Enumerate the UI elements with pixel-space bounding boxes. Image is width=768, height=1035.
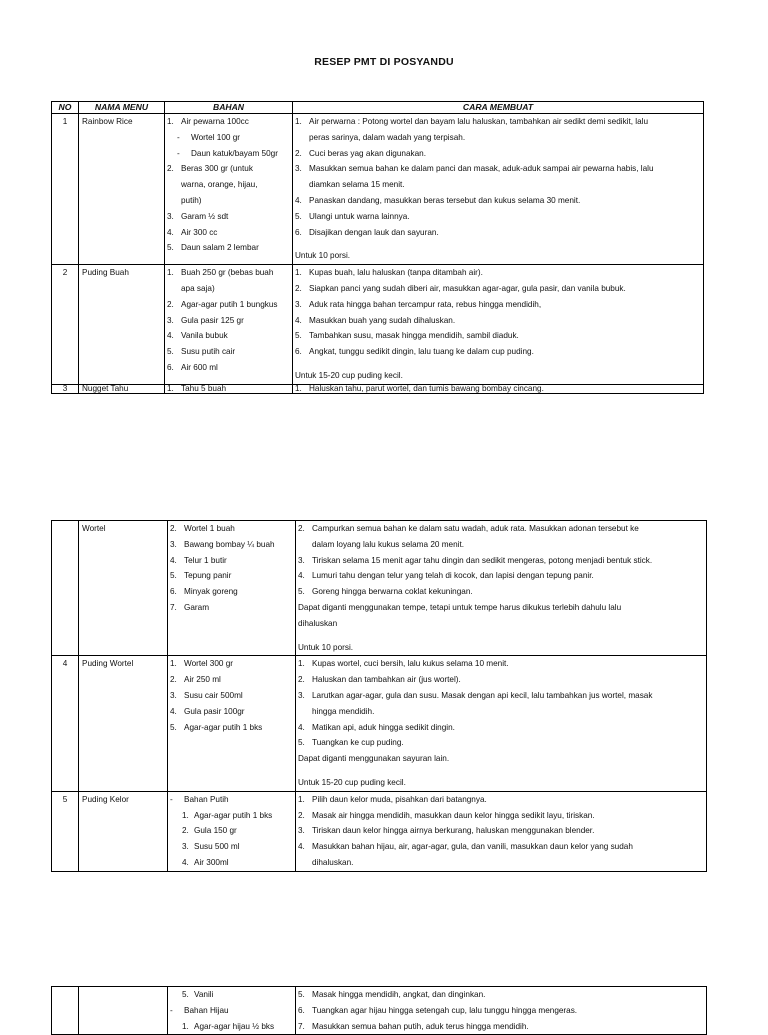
- ingredient-line: [168, 987, 295, 1003]
- header-menu: NAMA MENU: [79, 102, 165, 114]
- list-text: Beras 300 gr (untuk: [181, 164, 253, 174]
- list-marker: 1.: [182, 810, 189, 820]
- list-marker: 5.: [167, 243, 174, 253]
- steps-cell: [296, 656, 707, 791]
- list-text: Dapat diganti menggunakan sayuran lain.: [298, 754, 450, 764]
- step-line: [293, 177, 703, 193]
- step-line: [293, 146, 703, 162]
- portion-note: Untuk 10 porsi.: [295, 251, 351, 261]
- list-text: hingga mendidih.: [312, 706, 375, 716]
- header-bahan: BAHAN: [165, 102, 293, 114]
- list-marker: 3.: [167, 315, 174, 325]
- step-line: [296, 600, 706, 616]
- menu-name: Puding Buah: [79, 265, 165, 385]
- ingredient-line: [165, 360, 292, 376]
- row-number: 2: [52, 265, 79, 385]
- list-text: Agar-agar hijau ½ bks: [194, 1021, 275, 1031]
- list-marker: 2.: [295, 283, 302, 293]
- steps-cell: [293, 265, 704, 385]
- step-line: [296, 839, 706, 855]
- list-text: dihaluskan: [298, 618, 338, 628]
- step-line: [293, 385, 703, 393]
- list-text: Haluskan tahu, parut wortel, dan tumis bawang bombay cincang.: [309, 384, 544, 393]
- ingredient-line: [165, 281, 292, 297]
- list-text: Tambahkan susu, masak hingga mendidih, sambil diaduk.: [309, 331, 519, 341]
- list-marker: -: [177, 148, 180, 158]
- list-marker: 4.: [295, 315, 302, 325]
- list-text: Masukkan semua bahan putih, aduk terus hingga mendidih.: [312, 1021, 529, 1031]
- list-marker: 7.: [170, 602, 177, 612]
- list-marker: [165, 281, 181, 297]
- ingredient-line: [165, 313, 292, 329]
- step-line: [293, 114, 703, 130]
- ingredient-line: [168, 823, 295, 839]
- ingredients-cell: [165, 114, 293, 265]
- list-marker: 2.: [295, 148, 302, 158]
- list-marker: 5.: [298, 738, 305, 748]
- ingredients-cell: [165, 265, 293, 385]
- list-marker: 5.: [170, 571, 177, 581]
- table-row: [52, 114, 704, 265]
- list-marker: 5.: [167, 347, 174, 357]
- step-line: [293, 265, 703, 281]
- step-line: [296, 823, 706, 839]
- menu-name: Puding Kelor: [79, 791, 168, 871]
- list-marker: 4.: [167, 331, 174, 341]
- list-text: Telur 1 butir: [184, 555, 227, 565]
- list-marker: 3.: [170, 690, 177, 700]
- list-text: diamkan selama 15 menit.: [309, 180, 405, 190]
- ingredient-line: [165, 385, 292, 393]
- list-marker: 6.: [295, 227, 302, 237]
- list-marker: [293, 130, 309, 146]
- step-line: [293, 344, 703, 360]
- list-text: Tahu 5 buah: [181, 384, 227, 393]
- list-text: Air 300ml: [194, 857, 229, 867]
- list-text: Wortel 1 buah: [184, 524, 235, 533]
- list-text: Gula pasir 100gr: [184, 706, 245, 716]
- list-text: Tiriskan daun kelor hingga airnya berkurang, haluskan menggunakan blender.: [312, 826, 595, 836]
- step-line: [296, 537, 706, 553]
- ingredient-line: [165, 225, 292, 241]
- list-marker: 4.: [170, 555, 177, 565]
- list-text: Air perwarna : Potong wortel dan bayam lalu haluskan, tambahkan air sedikt demi sedikit, lalu: [309, 117, 649, 126]
- list-text: Matikan api, aduk hingga sedikit dingin.: [312, 722, 455, 732]
- step-line: [296, 616, 706, 632]
- ingredient-line: [165, 328, 292, 344]
- ingredient-line: [168, 600, 295, 616]
- list-text: Haluskan dan tambahkan air (jus wortel).: [312, 675, 461, 685]
- list-text: Siapkan panci yang sudah diberi air, masukkan agar-agar, gula pasir, dan vanila bubuk.: [309, 283, 626, 293]
- list-marker: 1.: [298, 794, 305, 804]
- list-text: Pilih daun kelor muda, pisahkan dari batangnya.: [312, 794, 487, 804]
- list-text: Masukkan bahan hijau, air, agar-agar, gula, dan vanili, masukkan daun kelor yang sudah: [312, 842, 633, 852]
- steps-cell: [296, 987, 707, 1035]
- ingredient-line: [168, 704, 295, 720]
- list-text: Air 600 ml: [181, 362, 218, 372]
- ingredient-line: [165, 146, 292, 162]
- step-line: [296, 656, 706, 672]
- step-line: [293, 225, 703, 241]
- steps-cell: [296, 791, 707, 871]
- list-marker: 2.: [170, 524, 177, 533]
- list-text: Agar-agar putih 1 bks: [194, 810, 273, 820]
- table-row: [52, 656, 707, 791]
- list-marker: [296, 704, 312, 720]
- menu-name: Wortel: [79, 521, 168, 656]
- ingredient-line: [168, 855, 295, 871]
- step-line: [293, 130, 703, 146]
- portion-note: Untuk 15-20 cup puding kecil.: [298, 777, 406, 787]
- list-marker: -: [170, 794, 173, 804]
- list-text: Vanili: [194, 990, 214, 999]
- ingredient-line: [165, 265, 292, 281]
- ingredient-line: [168, 688, 295, 704]
- step-line: [296, 855, 706, 871]
- list-text: warna, orange, hijau,: [181, 180, 258, 190]
- list-text: dihaluskan.: [312, 857, 354, 867]
- list-text: Cuci beras yag akan digunakan.: [309, 148, 426, 158]
- list-marker: 2.: [182, 826, 189, 836]
- list-marker: 5.: [298, 587, 305, 597]
- list-marker: 1.: [295, 117, 302, 126]
- list-text: Daun katuk/bayam 50gr: [191, 148, 278, 158]
- ingredient-line: [165, 177, 292, 193]
- list-text: Bahan Putih: [184, 794, 229, 804]
- list-marker: 1.: [295, 383, 302, 393]
- list-text: Air pewarna 100cc: [181, 117, 249, 126]
- list-marker: 4.: [170, 706, 177, 716]
- step-line: [293, 297, 703, 313]
- step-line: [296, 521, 706, 537]
- step-line: [293, 281, 703, 297]
- list-text: Buah 250 gr (bebas buah: [181, 268, 274, 278]
- list-marker: 2.: [298, 675, 305, 685]
- list-text: apa saja): [181, 283, 215, 293]
- list-text: Gula pasir 125 gr: [181, 315, 244, 325]
- table-header-row: [52, 102, 704, 114]
- list-marker: 5.: [298, 990, 305, 999]
- list-marker: 6.: [170, 587, 177, 597]
- header-no: NO: [52, 102, 79, 114]
- row-number: 4: [52, 656, 79, 791]
- list-text: Masukkan buah yang sudah dihaluskan.: [309, 315, 456, 325]
- list-text: Air 250 ml: [184, 675, 221, 685]
- step-line: [296, 568, 706, 584]
- list-marker: 4.: [298, 722, 305, 732]
- list-text: Aduk rata hingga bahan tercampur rata, rebus hingga mendidih,: [309, 299, 542, 309]
- step-line: [296, 987, 706, 1003]
- list-marker: 5.: [295, 211, 302, 221]
- ingredient-line: [168, 792, 295, 808]
- step-line: [296, 672, 706, 688]
- table-row: [52, 265, 704, 385]
- list-text: Susu 500 ml: [194, 842, 240, 852]
- ingredient-line: [168, 1019, 295, 1035]
- ingredient-line: [168, 521, 295, 537]
- list-marker: 3.: [298, 826, 305, 836]
- list-marker: 1.: [167, 268, 174, 278]
- ingredient-line: [165, 130, 292, 146]
- ingredient-line: [168, 656, 295, 672]
- ingredient-line: [168, 839, 295, 855]
- ingredients-cell: [168, 791, 296, 871]
- list-marker: 2.: [298, 810, 305, 820]
- list-text: Minyak goreng: [184, 587, 238, 597]
- list-marker: 3.: [298, 690, 305, 700]
- step-line: [296, 1019, 706, 1035]
- list-marker: 4.: [298, 842, 305, 852]
- step-line: [296, 792, 706, 808]
- list-text: Kupas wortel, cuci bersih, lalu kukus selama 10 menit.: [312, 659, 509, 669]
- list-text: Masak air hingga mendidih, masukkan daun kelor hingga sedikit layu, tiriskan.: [312, 810, 595, 820]
- list-marker: [165, 193, 181, 209]
- list-marker: 4.: [182, 857, 189, 867]
- list-marker: 3.: [295, 164, 302, 174]
- list-marker: 6.: [298, 1005, 305, 1015]
- ingredient-line: [168, 672, 295, 688]
- ingredient-line: [165, 240, 292, 256]
- row-number: 3: [52, 384, 79, 393]
- list-text: Masukkan semua bahan ke dalam panci dan masak, aduk-aduk sampai air pewarna habis, lalu: [309, 164, 654, 174]
- steps-cell: [296, 521, 707, 656]
- list-text: Gula 150 gr: [194, 826, 237, 836]
- list-text: Garam: [184, 602, 210, 612]
- list-text: Bahan Hijau: [184, 1005, 229, 1015]
- list-marker: [165, 177, 181, 193]
- ingredient-line: [168, 537, 295, 553]
- list-marker: 2.: [167, 299, 174, 309]
- ingredient-line: [168, 584, 295, 600]
- list-marker: [293, 177, 309, 193]
- list-text: Agar-agar putih 1 bks: [184, 722, 263, 732]
- list-text: Tuangkan ke cup puding.: [312, 738, 404, 748]
- list-text: Susu putih cair: [181, 347, 236, 357]
- step-line: [296, 751, 706, 767]
- list-marker: 7.: [298, 1021, 305, 1031]
- list-text: Wortel 300 gr: [184, 659, 233, 669]
- list-marker: [296, 537, 312, 553]
- list-marker: 1.: [298, 659, 305, 669]
- list-marker: 1.: [295, 268, 302, 278]
- ingredient-line: [165, 344, 292, 360]
- ingredient-line: [168, 1003, 295, 1019]
- recipe-table-1: [51, 101, 704, 394]
- menu-name: Puding Wortel: [79, 656, 168, 791]
- ingredient-line: [165, 209, 292, 225]
- document-title: RESEP PMT DI POSYANDU: [314, 56, 454, 68]
- list-marker: 4.: [295, 195, 302, 205]
- steps-cell: [293, 384, 704, 393]
- portion-note: Untuk 10 porsi.: [298, 642, 354, 652]
- list-marker: 3.: [298, 555, 305, 565]
- list-text: dalam loyang lalu kukus selama 20 menit.: [312, 539, 465, 549]
- list-text: Masak hingga mendidih, angkat, dan dinginkan.: [312, 990, 486, 999]
- row-number: [52, 987, 79, 1035]
- list-marker: 2.: [167, 164, 174, 174]
- list-marker: 1.: [170, 659, 177, 669]
- list-marker: 5.: [182, 990, 189, 999]
- list-text: Vanila bubuk: [181, 331, 228, 341]
- table-row: [52, 384, 704, 393]
- list-text: Kupas buah, lalu haluskan (tanpa ditambah air).: [309, 268, 483, 278]
- step-line: [293, 161, 703, 177]
- list-marker: -: [177, 132, 180, 142]
- ingredient-line: [168, 720, 295, 736]
- menu-name: Nugget Tahu: [79, 384, 165, 393]
- header-cara: CARA MEMBUAT: [293, 102, 704, 114]
- list-marker: -: [170, 1005, 173, 1015]
- list-text: Air 300 cc: [181, 227, 218, 237]
- ingredient-line: [165, 114, 292, 130]
- list-marker: 4.: [167, 227, 174, 237]
- list-marker: 6.: [167, 362, 174, 372]
- list-text: Dapat diganti menggunakan tempe, tetapi untuk tempe harus dikukus terlebih dahulu lalu: [298, 602, 622, 612]
- ingredient-line: [165, 161, 292, 177]
- list-marker: 5.: [295, 331, 302, 341]
- list-marker: 3.: [170, 539, 177, 549]
- row-number: [52, 521, 79, 656]
- list-text: Tuangkan agar hijau hingga setengah cup, lalu tunggu hingga mengeras.: [312, 1005, 578, 1015]
- list-marker: 1.: [182, 1021, 189, 1031]
- ingredient-line: [168, 808, 295, 824]
- step-line: [296, 688, 706, 704]
- table-row: [52, 791, 707, 871]
- row-number: 5: [52, 791, 79, 871]
- step-line: [296, 584, 706, 600]
- step-line: [293, 328, 703, 344]
- list-marker: 3.: [167, 211, 174, 221]
- ingredients-cell: [168, 521, 296, 656]
- step-line: [293, 209, 703, 225]
- list-text: Tepung panir: [184, 571, 232, 581]
- list-text: Susu cair 500ml: [184, 690, 243, 700]
- ingredient-line: [168, 553, 295, 569]
- list-text: Larutkan agar-agar, gula dan susu. Masak dengan api kecil, lalu tambahkan jus wortel, masak: [312, 690, 653, 700]
- ingredients-cell: [168, 987, 296, 1035]
- list-marker: 1.: [167, 383, 174, 393]
- ingredients-cell: [168, 656, 296, 791]
- step-line: [296, 808, 706, 824]
- list-marker: 6.: [295, 347, 302, 357]
- list-text: Angkat, tunggu sedikit dingin, lalu tuang ke dalam cup puding.: [309, 347, 534, 357]
- list-marker: 3.: [182, 842, 189, 852]
- list-text: Lumuri tahu dengan telur yang telah di kocok, dan lapisi dengan tepung panir.: [312, 571, 594, 581]
- list-marker: [296, 855, 312, 871]
- list-text: Goreng hingga berwarna coklat kekuningan.: [312, 587, 473, 597]
- list-text: Garam ½ sdt: [181, 211, 229, 221]
- step-line: [296, 735, 706, 751]
- list-marker: 2.: [298, 524, 305, 533]
- ingredient-line: [165, 297, 292, 313]
- list-text: Panaskan dandang, masukkan beras tersebut dan kukus selama 30 menit.: [309, 195, 581, 205]
- recipe-table-2: [51, 520, 707, 872]
- list-text: Campurkan semua bahan ke dalam satu wadah, aduk rata. Masukkan adonan tersebut ke: [312, 524, 639, 533]
- list-text: Bawang bombay ¼ buah: [184, 539, 275, 549]
- table-row: [52, 987, 707, 1035]
- list-marker: 3.: [295, 299, 302, 309]
- ingredients-cell: [165, 384, 293, 393]
- list-text: putih): [181, 195, 202, 205]
- recipe-table-3: [51, 986, 707, 1035]
- portion-note: Untuk 15-20 cup puding kecil.: [295, 370, 403, 380]
- steps-cell: [293, 114, 704, 265]
- list-text: Tiriskan selama 15 menit agar tahu dingin dan sedikit mengeras, potong menjadi bentuk stick.: [312, 555, 653, 565]
- list-marker: 2.: [170, 675, 177, 685]
- list-marker: 4.: [298, 571, 305, 581]
- list-text: peras sarinya, dalam wadah yang terpisah.: [309, 132, 466, 142]
- step-line: [293, 193, 703, 209]
- step-line: [296, 704, 706, 720]
- list-text: Agar-agar putih 1 bungkus: [181, 299, 278, 309]
- list-text: Disajikan dengan lauk dan sayuran.: [309, 227, 439, 237]
- step-line: [296, 1003, 706, 1019]
- menu-name: Rainbow Rice: [79, 114, 165, 265]
- menu-name: [79, 987, 168, 1035]
- ingredient-line: [168, 568, 295, 584]
- row-number: 1: [52, 114, 79, 265]
- step-line: [296, 720, 706, 736]
- list-marker: 1.: [167, 117, 174, 126]
- list-text: Wortel 100 gr: [191, 132, 240, 142]
- table-row: [52, 521, 707, 656]
- step-line: [296, 553, 706, 569]
- list-text: Ulangi untuk warna lainnya.: [309, 211, 410, 221]
- list-marker: 5.: [170, 722, 177, 732]
- step-line: [293, 313, 703, 329]
- ingredient-line: [165, 193, 292, 209]
- list-text: Daun salam 2 lembar: [181, 243, 259, 253]
